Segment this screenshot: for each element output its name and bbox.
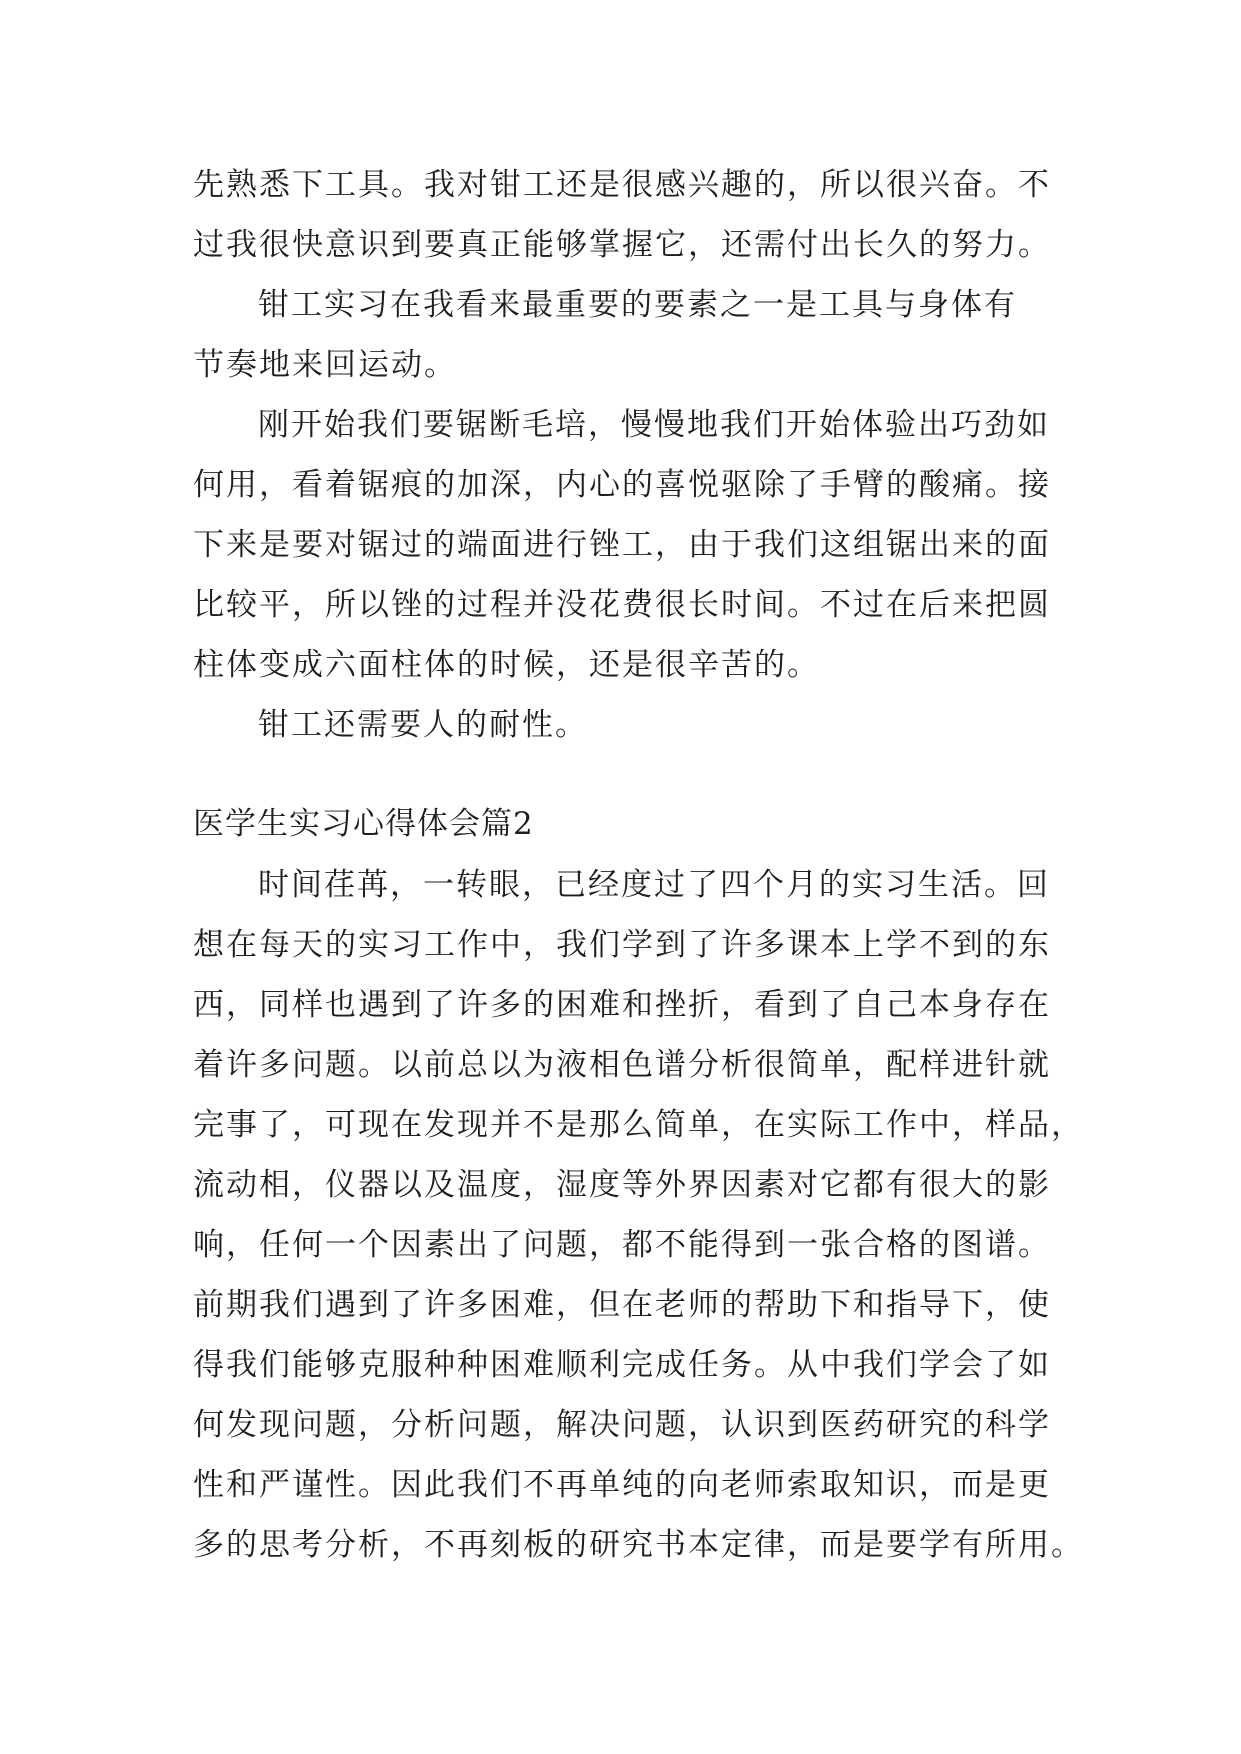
paragraph-line: 何用，看着锯痕的加深，内心的喜悦驱除了手臂的酸痛。接 xyxy=(193,467,1051,503)
paragraph-line: 刚开始我们要锯断毛培，慢慢地我们开始体验出巧劲如 xyxy=(258,407,1050,443)
paragraph-line: 时间荏苒，一转眼，已经度过了四个月的实习生活。回 xyxy=(258,867,1050,903)
paragraph-line: 柱体变成六面柱体的时候，还是很辛苦的。 xyxy=(193,647,820,683)
paragraph-line: 响，任何一个因素出了问题，都不能得到一张合格的图谱。 xyxy=(193,1227,1051,1263)
paragraph-line: 下来是要对锯过的端面进行锉工，由于我们这组锯出来的面 xyxy=(193,527,1051,563)
paragraph-line: 过我很快意识到要真正能够掌握它，还需付出长久的努力。 xyxy=(193,227,1051,263)
paragraph-line: 想在每天的实习工作中，我们学到了许多课本上学不到的东 xyxy=(193,927,1051,963)
paragraph-line: 钳工实习在我看来最重要的要素之一是工具与身体有 xyxy=(258,287,1017,323)
paragraph-line: 比较平，所以锉的过程并没花费很长时间。不过在后来把圆 xyxy=(193,587,1051,623)
paragraph-line: 钳工还需要人的耐性。 xyxy=(258,707,588,743)
paragraph-line: 多的思考分析，不再刻板的研究书本定律，而是要学有所用。 xyxy=(193,1527,1084,1563)
section-heading: 医学生实习心得体会篇2 xyxy=(193,806,534,842)
paragraph-line: 性和严谨性。因此我们不再单纯的向老师索取知识，而是更 xyxy=(193,1467,1051,1503)
paragraph-line: 得我们能够克服种种困难顺利完成任务。从中我们学会了如 xyxy=(193,1347,1051,1383)
paragraph-line: 完事了，可现在发现并不是那么简单，在实际工作中，样品， xyxy=(193,1107,1084,1143)
paragraph-line: 节奏地来回运动。 xyxy=(193,347,457,383)
paragraph-line: 何发现问题，分析问题，解决问题，认识到医药研究的科学 xyxy=(193,1407,1051,1443)
paragraph-line: 西，同样也遇到了许多的困难和挫折，看到了自己本身存在 xyxy=(193,987,1051,1023)
paragraph-line: 先熟悉下工具。我对钳工还是很感兴趣的，所以很兴奋。不 xyxy=(193,167,1051,203)
paragraph-line: 前期我们遇到了许多困难，但在老师的帮助下和指导下，使 xyxy=(193,1287,1051,1323)
paragraph-line: 流动相，仪器以及温度，湿度等外界因素对它都有很大的影 xyxy=(193,1167,1051,1203)
paragraph-line: 着许多问题。以前总以为液相色谱分析很简单，配样进针就 xyxy=(193,1047,1051,1083)
